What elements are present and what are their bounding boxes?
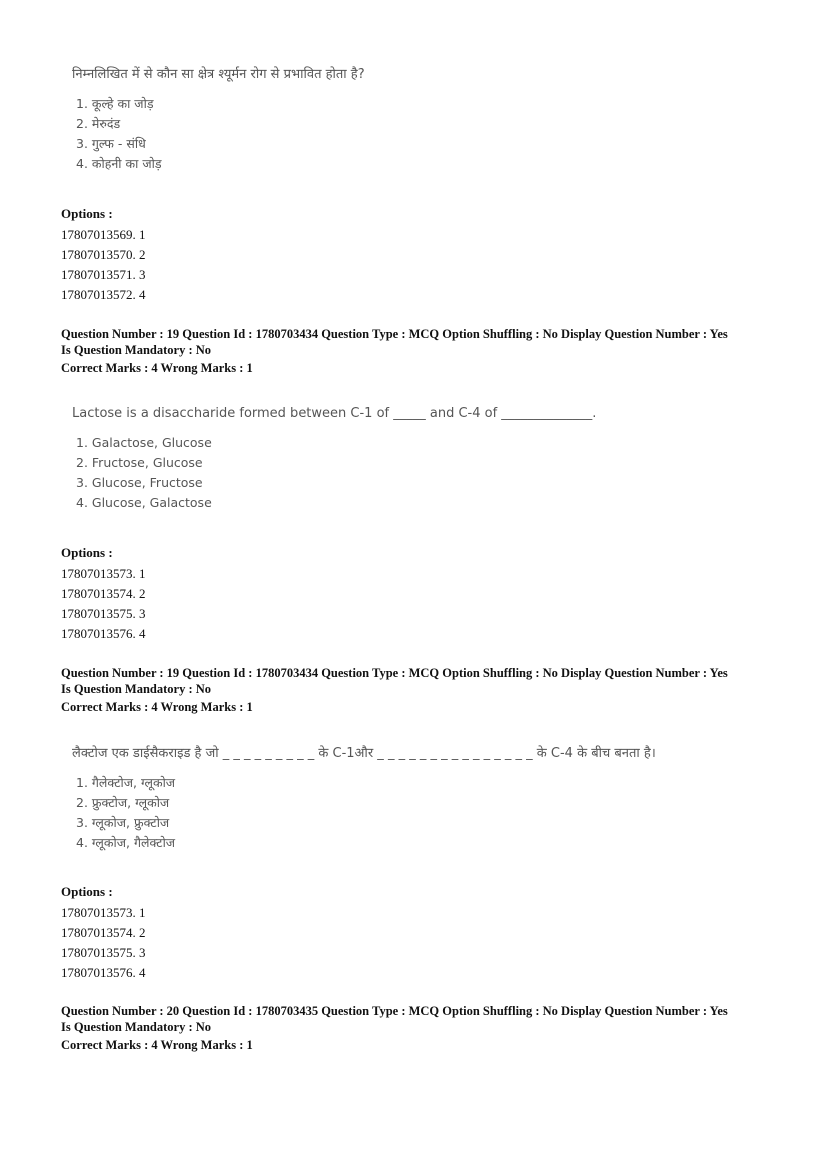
question-option: 1. गैलेक्टोज, ग्लूकोज: [76, 775, 176, 790]
question-marks: Correct Marks : 4 Wrong Marks : 1: [61, 1038, 253, 1052]
question-option: 1. Galactose, Glucose: [76, 435, 212, 450]
question-meta-line: Question Number : 20 Question Id : 1780703435 Question Type : MCQ Option Shuffling : No Display Question Number : Yes: [61, 1004, 728, 1018]
question-mandatory: Is Question Mandatory : No: [61, 682, 212, 696]
question-image-hindi-prev: [72, 64, 365, 174]
question-option: 4. कोहनी का जोड़: [76, 156, 162, 171]
option-id-row: 17807013576. 4: [61, 626, 146, 641]
option-id-row: 17807013574. 2: [61, 925, 146, 940]
question-meta: [61, 665, 781, 715]
option-id-row: 17807013572. 4: [61, 287, 146, 302]
question-stem: लैक्टोज एक डाईसैकराइड है जो _ _ _ _ _ _ _ _ _ के C-1और _ _ _ _ _ _ _ _ _ _ _ _ _ _ _ के C-4 के बीच बनता है।: [72, 746, 656, 761]
question-marks: Correct Marks : 4 Wrong Marks : 1: [61, 700, 253, 714]
question-stem: निम्नलिखित में से कौन सा क्षेत्र श्यूर्मन रोग से प्रभावित होता है?: [72, 67, 365, 82]
options-label: Options :: [61, 206, 113, 221]
option-id-row: 17807013575. 3: [61, 606, 146, 621]
question-option: 3. Glucose, Fructose: [76, 475, 203, 490]
question-option: 2. Fructose, Glucose: [76, 455, 203, 470]
options-label: Options :: [61, 545, 113, 560]
question-option: 4. ग्लूकोज, गैलेक्टोज: [76, 835, 176, 850]
question-option: 2. मेरुदंड: [76, 116, 121, 131]
question-option: 3. गुल्फ - संधि: [76, 136, 146, 151]
option-id-row: 17807013576. 4: [61, 965, 146, 980]
option-id-row: 17807013573. 1: [61, 905, 146, 920]
question-option: 1. कूल्हे का जोड़: [76, 96, 154, 111]
question-stem: Lactose is a disaccharide formed between C-1 of _____ and C-4 of ______________.: [72, 406, 597, 421]
question-mandatory: Is Question Mandatory : No: [61, 1020, 212, 1034]
question-option: 3. ग्लूकोज, फ्रुक्टोज: [76, 815, 170, 830]
question-meta: [61, 1003, 781, 1053]
question-option: 4. Glucose, Galactose: [76, 495, 212, 510]
option-id-row: 17807013573. 1: [61, 566, 146, 581]
option-id-row: 17807013575. 3: [61, 945, 146, 960]
question-meta: [61, 326, 781, 376]
question-meta-line: Question Number : 19 Question Id : 1780703434 Question Type : MCQ Option Shuffling : No Display Question Number : Yes: [61, 666, 728, 680]
option-id-row: 17807013569. 1: [61, 227, 146, 242]
question-image-hindi: [72, 743, 656, 853]
option-id-row: 17807013574. 2: [61, 586, 146, 601]
options-block: [61, 543, 146, 644]
question-image-english: [72, 406, 596, 513]
option-id-row: 17807013571. 3: [61, 267, 146, 282]
option-id-row: 17807013570. 2: [61, 247, 146, 262]
question-marks: Correct Marks : 4 Wrong Marks : 1: [61, 361, 253, 375]
options-label: Options :: [61, 884, 113, 899]
options-block: [61, 204, 146, 305]
question-mandatory: Is Question Mandatory : No: [61, 343, 212, 357]
question-option: 2. फ्रुक्टोज, ग्लूकोज: [76, 795, 170, 810]
question-meta-line: Question Number : 19 Question Id : 1780703434 Question Type : MCQ Option Shuffling : No Display Question Number : Yes: [61, 327, 728, 341]
options-block: [61, 882, 146, 983]
